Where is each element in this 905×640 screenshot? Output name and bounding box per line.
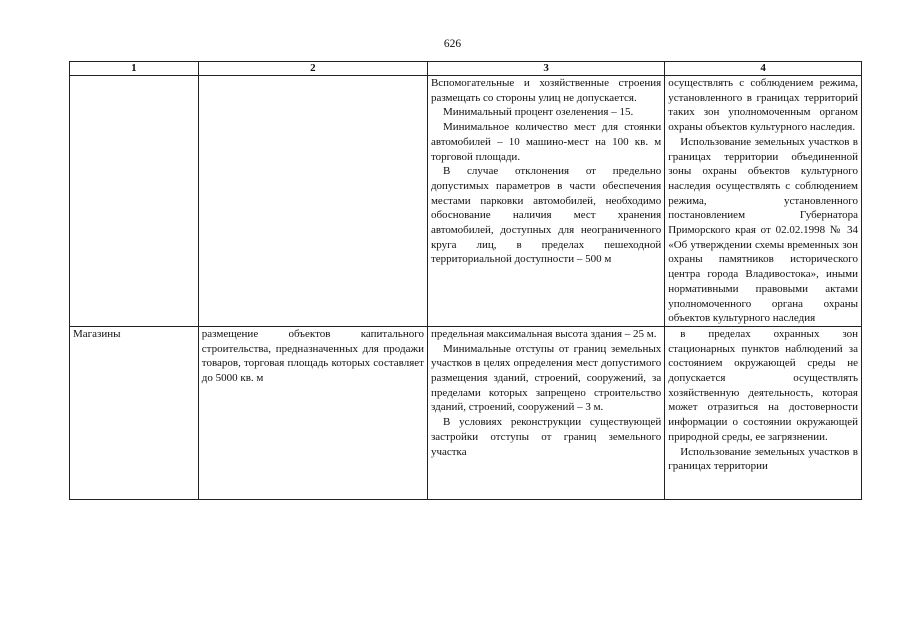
table-row (70, 76, 862, 327)
row2-parameters-para-1: предельная максимальная высота здания – 25 м. (430, 327, 657, 340)
row1-parameters-para-4: В случае отклонения от предельно допустимых параметров в части обеспечения местами парковки автомобилей, необходимо обоснование наличия мест хранения автомобилей, доступных для неограниченного круга лиц, в пределах пешеходной территориальной доступности – 500 м (430, 165, 662, 266)
row1-parameters-para-1: Вспомогательные и хозяйственные строения размещать со стороны улиц не допускается. (430, 77, 662, 104)
row2-parameters (427, 326, 664, 499)
table-header-row (70, 62, 862, 76)
row2-restrictions (665, 326, 862, 499)
row2-restrictions-para-1: в пределах охранных зон стационарных пунктов наблюдений за состоянием окружающей среды не допускается осуществлять хозяйственную деятельность, которая может отразиться на достоверности информации о состоянии окружающей природной среды, ее загрязнении. (668, 327, 858, 443)
row1-restrictions-para-2: Использование земельных участков в границах территории объединенной зоны охраны объектов культурного наследия осуществлять с соблюдением режима, установленного постановлением Губернатора Приморского края от 02.02.1998 № 34 «Об утверждении схемы временных зон охраны памятников исторического центра города Владивостока», иными нормативными правовыми актами уполномоченного органа охраны объектов культурного наследия (668, 135, 858, 325)
row2-parameters-para-2: Минимальные отступы от границ земельных участков в целях определения мест допустимого размещения зданий, строений, сооружений, за пределами которых запрещено строительство зданий, строений, сооружений – 3 м. (430, 342, 662, 414)
regulations-table (69, 61, 862, 500)
column-header-1: 1 (70, 62, 199, 76)
row1-restrictions (665, 76, 862, 327)
row1-parameters-para-2: Минимальный процент озеленения – 15. (442, 106, 634, 119)
row2-restrictions-para-2: Использование земельных участков в границах территории (668, 445, 858, 473)
row1-parameters-para-3: Минимальное количество мест для стоянки автомобилей – 10 машино-мест на 100 кв. м торговой площади. (430, 121, 662, 163)
row1-restrictions-para-1: осуществлять с соблюдением режима, установленного в границах территорий таких зон уполномоченным органом охраны объектов культурного наследия. (668, 77, 858, 134)
column-header-2: 2 (198, 62, 427, 76)
row2-use-type: Магазины (70, 326, 199, 499)
column-header-4: 4 (665, 62, 862, 76)
table-row (70, 326, 862, 499)
page-number: 626 (443, 38, 462, 50)
row1-parameters (427, 76, 664, 327)
column-header-3: 3 (427, 62, 664, 76)
row1-description (198, 76, 427, 327)
row2-description (198, 326, 427, 499)
row2-parameters-para-3: В условиях реконструкции существующей застройки отступы от границ земельного участка (430, 416, 662, 458)
row1-use-type (70, 76, 199, 327)
row2-description-text: размещение объектов капитального строительства, предназначенных для продажи товаров, торговая площадь которых составляет до 5000 кв. м (201, 327, 424, 385)
